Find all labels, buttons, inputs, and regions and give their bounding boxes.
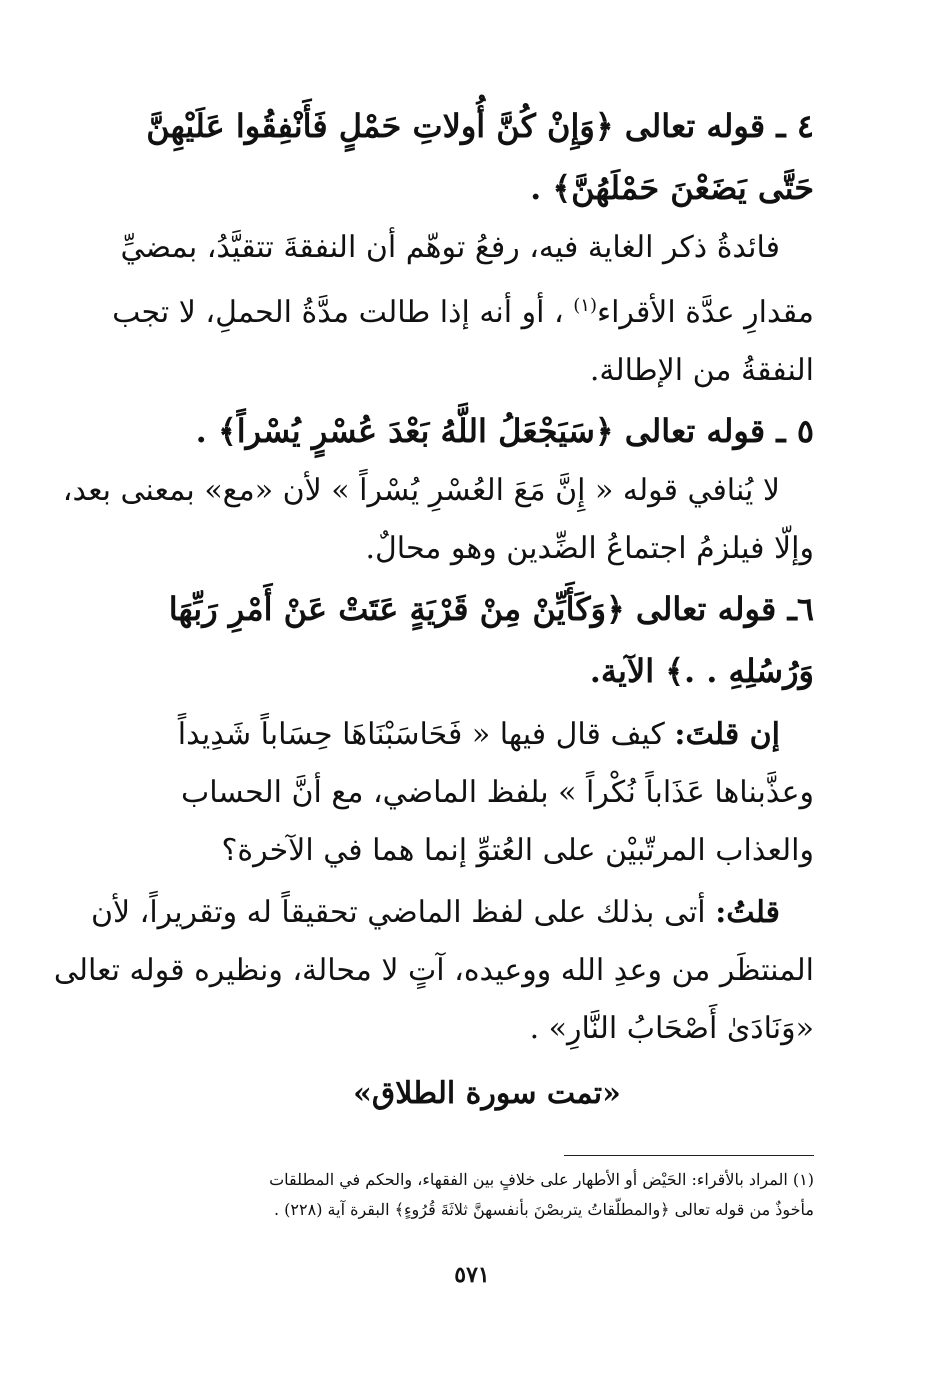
footnote-line-2: مأخوذٌ من قوله تعالى ﴿والمطلّقاتُ يتربصْنَ بأنفسهنَّ ثلاثَةَ قُرُوءٍ﴾ البقرة آية (٢٢٨) . [274, 1200, 814, 1219]
question-line-3: والعذاب المرتّبيْن على العُتوِّ إنما هما في الآخرة؟ [221, 833, 814, 868]
section-4-verse-line-2: حَتَّى يَضَعْنَ حَمْلَهُنَّ﴾ . [530, 169, 814, 207]
section-5-explanation-line-2: وإلّا فيلزمُ اجتماعُ الضِّدين وهو محالٌ. [365, 531, 814, 566]
closing-heading: «تمت سورة الطلاق» [353, 1076, 621, 1111]
answer-label: قلتُ: [715, 895, 780, 930]
footnotes [160, 1165, 814, 1225]
question-line-2: وعذَّبناها عَذَاباً نُكْراً » بلفظ الماضي، مع أنَّ الحساب [180, 775, 814, 810]
section-5-explanation-line-1: لا يُنافي قوله « إِنَّ مَعَ العُسْرِ يُسْراً » لأن «مع» بمعنى بعد، [62, 473, 780, 508]
section-4-explanation-line-3: النفقةُ من الإطالة. [589, 353, 814, 388]
section-6-verse-line-1: ٦ـ قوله تعالى ﴿وَكَأَيِّنْ مِنْ قَرْيَةٍ عَتَتْ عَنْ أَمْرِ رَبِّهَا [168, 590, 814, 628]
answer-line-1 [90, 884, 814, 942]
question-line-1 [160, 706, 814, 764]
section-4-explanation-line-2 [112, 277, 814, 342]
section-4-explanation-line-1: فائدةُ ذكر الغاية فيه، رفعُ توهّم أن النفقةَ تتقيَّدُ، بمضيِّ [120, 230, 780, 265]
footnote-line-1: (١) المراد بالأقراء: الحَيْض أو الأطهار على خلافٍ بين الفقهاء، والحكم في المطلقات [269, 1170, 814, 1189]
question-label: إن قلتَ: [674, 717, 780, 752]
answer-line-2: المنتظَر من وعدِ الله ووعيده، آتٍ لا محالة، ونظيره قوله تعالى [53, 953, 814, 988]
footnote-reference-1: (١) [573, 295, 597, 316]
section-4-explanation-text-a: مقدارِ عدَّة الأقراء [596, 295, 814, 330]
answer-text: أتى بذلك على لفظ الماضي تحقيقاً له وتقريراً، لأن [90, 895, 706, 930]
page-body [53, 95, 814, 1124]
section-4-explanation-text-b: ، أو أنه إذا طالت مدَّةُ الحملِ، لا تجب [112, 295, 564, 330]
section-4-verse-line-1: ٤ ـ قوله تعالى ﴿وَإِنْ كُنَّ أُولاتِ حَمْلٍ فَأَنْفِقُوا عَلَيْهِنَّ [146, 107, 814, 145]
footnote-divider [564, 1155, 814, 1156]
page-number: ٥٧١ [454, 1262, 490, 1288]
section-5-verse-line: ٥ ـ قوله تعالى ﴿سَيَجْعَلُ اللَّهُ بَعْدَ عُسْرٍ يُسْراً﴾ . [195, 412, 814, 450]
answer-line-3: «وَنَادَىٰ أَصْحَابُ النَّارِ» . [529, 1011, 814, 1046]
section-6-verse-line-2: وَرُسُلِهِ . .﴾ الآية. [589, 652, 814, 690]
question-text: كيف قال فيها « فَحَاسَبْنَاهَا حِسَاباً شَدِيداً [177, 717, 665, 752]
